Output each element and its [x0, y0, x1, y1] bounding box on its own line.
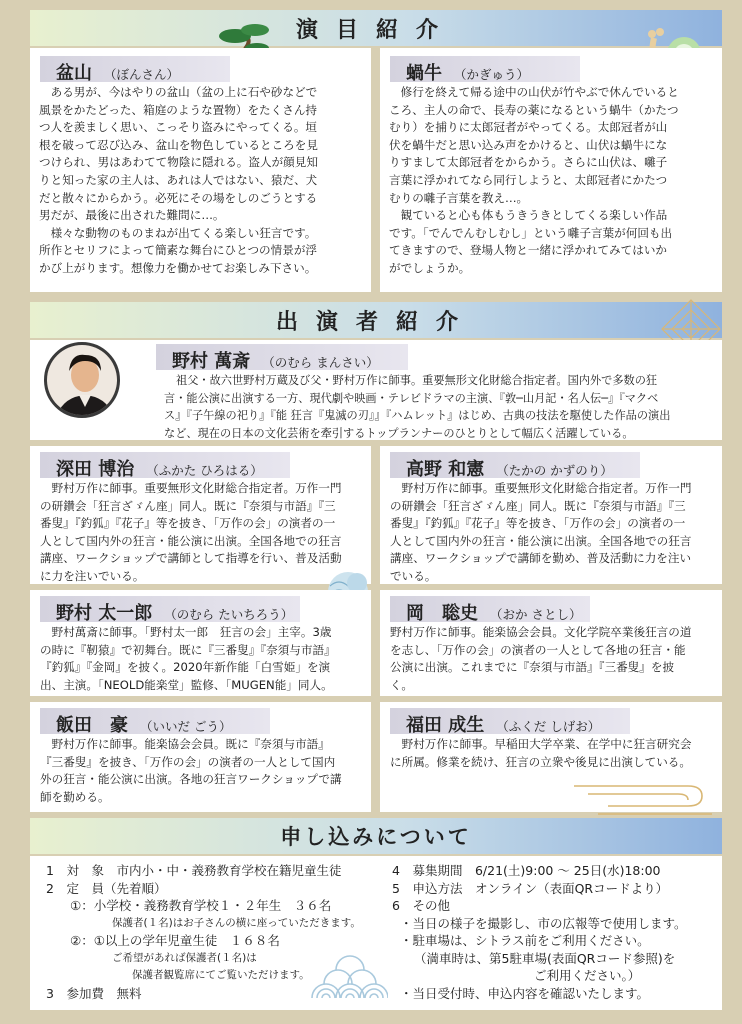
text-line: 男だが、最後に出された難問に…。: [39, 208, 225, 223]
bonsan-reading: （ぼんさん）: [104, 67, 180, 82]
performer-reading: （ふくだ しげお）: [496, 719, 601, 734]
text-line: 様々な動物のものまねが出てくる楽しい狂言です。: [50, 225, 317, 240]
apply-capacity-note1: 保護者(１名)はお子さんの横に座っていただきます。: [112, 916, 361, 929]
text-line: 言・能公演に出演する一方、現代劇や映画・テレビドラマの主演、『敦─山月記・名人伝─』『マクベ: [164, 391, 659, 405]
cloud-lines-icon: [568, 776, 718, 822]
fukata-bio: [40, 480, 366, 586]
fukuda-name-bar: [390, 708, 630, 734]
text-line: てきますので、登場人物と一緒に浮かれてみてはいか: [389, 243, 668, 258]
taichiro-bio: [40, 624, 366, 694]
text-line: 野村万作に師事。重要無形文化財総合指定者。万作一門: [51, 481, 342, 495]
apply-fee: 3 参加費 無料: [46, 985, 142, 1001]
bonsan-title: 盆山: [56, 63, 92, 84]
text-line: など、現在の日本の文化芸術を牽引するトップランナーのひとりとして幅広く活躍している。: [164, 426, 634, 440]
apply-other-reception: ・当日受付時、申込内容を確認いたします。: [400, 985, 650, 1001]
text-line: 所作とセリフによって簡素な舞台にひとつの情景が浮: [39, 243, 318, 258]
performer-name: 岡 聡史: [406, 603, 478, 624]
text-line: りすまして太郎冠者をからかう。さらに山伏は、囃子: [389, 155, 668, 170]
text-line: に力を注いでいる。: [40, 568, 145, 583]
performer-reading: （たかの かずのり）: [496, 463, 613, 478]
performers-section-title: 出演者紹介: [275, 309, 476, 335]
iida-name-bar: [40, 708, 270, 734]
apply-capacity: 2 定 員（先着順）: [46, 880, 167, 896]
performer-reading: （のむら まんさい）: [262, 355, 379, 370]
text-line: 公演に出演。これまでに『奈須与市語』『三番叟』を披: [390, 660, 675, 675]
text-line: 風景をかたどった、箱庭のような置物）をたくさん持: [39, 102, 318, 117]
performer-name: 福田 成生: [406, 715, 485, 736]
text-line: むり）を捕りに太郎冠者がやってくる。太郎冠者が山: [389, 120, 668, 135]
kagyu-reading: （かぎゅう）: [454, 67, 530, 82]
apply-period: 4 募集期間 6/21(土)9:00 ～ 25日(水)18:00: [392, 863, 661, 878]
apply-section-header: [30, 818, 722, 854]
text-line: 『釣狐』『金岡』を披く。2020年新作能「白雪姫」を演: [40, 660, 331, 675]
apply-right-list: [392, 862, 718, 1002]
text-line: 番叟』『釣狐』『花子』等を披き、「万作の会」の演者の一: [390, 516, 686, 531]
apply-other: 6 その他: [392, 898, 450, 913]
text-line: 番叟』『釣狐』『花子』等を披き、「万作の会」の演者の一: [40, 516, 336, 531]
text-line: ス』『子午線の祀り』『能 狂言『鬼滅の刃』』『ハムレット』はじめ、古典の技法を駆使した作品の演出: [164, 409, 671, 423]
text-line: つ人を羨ましく思い、こっそり盗みにやってくる。垣: [39, 120, 318, 135]
mansai-bio: [140, 372, 720, 442]
text-line: 講座、ワークショップで講師を勤め、普及活動に力を注い: [390, 551, 692, 566]
performer-reading: （いいだ ごう）: [140, 719, 232, 734]
bonsan-description: [39, 84, 365, 278]
text-line: むりの囃子言葉を教え…。: [389, 190, 529, 205]
text-line: 野村万作に師事。早稲田大学卒業、在学中に狂言研究会: [401, 737, 692, 751]
fukuda-bio: [390, 736, 718, 771]
text-line: を志し、「万作の会」の演者の一人として各地の狂言・能: [390, 642, 686, 657]
performer-reading: （のむら たいちろう）: [164, 607, 294, 622]
text-line: がでしょうか。: [389, 260, 471, 275]
text-line: 講座、ワークショップで講師として指導を行い、普及活動: [40, 551, 342, 566]
mansai-name-bar: [156, 344, 408, 370]
text-line: 観ていると心も体もうきうきとしてくる楽しい作品: [400, 208, 668, 223]
apply-other-parking-end: ご利用ください。）: [534, 968, 641, 983]
text-line: ころ、主人の命で、長寿の薬になるという蝸牛（かたつ: [389, 102, 679, 117]
text-line: に所属。修業を続け、狂言の立衆や後見に出演している。: [390, 754, 691, 769]
performer-name: 野村 萬斎: [172, 351, 251, 372]
text-line: つけられ、男はあわてて物陰に隠れる。盗人が顔見知: [39, 155, 318, 170]
apply-other-parking: ・駐車場は、シトラス前をご利用ください。: [400, 933, 650, 948]
text-line: でいる。: [390, 568, 437, 583]
takano-bio: [390, 480, 718, 586]
text-line: 野村万作に師事。能楽協会会員。文化学院卒業後狂言の道: [390, 625, 692, 639]
text-line: 野村万作に師事。能楽協会会員。既に『奈須与市語』: [51, 737, 330, 751]
oka-name-bar: [390, 596, 590, 622]
apply-target: 1 対 象 市内小・中・義務教育学校在籍児童生徒: [46, 863, 342, 878]
text-line: 『三番叟』を披き、「万作の会」の演者の一人として国内: [40, 754, 336, 769]
takano-name-bar: [390, 452, 640, 478]
apply-other-parking-full: （満車時は、第5駐車場(表面QRコード参照)を: [414, 950, 676, 966]
apply-capacity-group2: ②：①以上の学年児童生徒 １６８名: [70, 933, 280, 948]
text-line: 野村万作に師事。重要無形文化財総合指定者。万作一門: [401, 481, 692, 495]
text-line: 祖父・故六世野村万蔵及び父・野村万作に師事。重要無形文化財総合指定者。国内外で多数の狂: [176, 374, 658, 387]
text-line: 外の狂言・能公演に出演。各地の狂言ワークショップで講: [40, 772, 342, 787]
text-line: です。「でんでんむしむし」という囃子言葉が何回も出: [389, 225, 673, 240]
text-line: 言葉に浮かれてなら同行しようと、太郎冠者にかたつ: [389, 172, 668, 187]
text-line: 修行を終えて帰る途中の山伏が竹やぶで休んでいると: [400, 85, 679, 99]
apply-capacity-note3: 保護者観覧席にてご覧いただけます。: [132, 969, 310, 981]
text-line: だと散々にからかう。必死にその場をしのごうとする: [39, 190, 318, 205]
performer-name: 野村 太一郎: [56, 603, 153, 624]
iida-bio: [40, 736, 366, 806]
text-line: 出、主演。「NEOLD能楽堂」監修、「MUGEN能」同人。: [40, 677, 333, 692]
program-section-header: [30, 10, 722, 46]
oka-bio: [390, 624, 718, 694]
mansai-portrait-avatar: [44, 342, 120, 418]
apply-other-photo: ・当日の様子を撮影し、市の広報等で使用します。: [400, 915, 687, 931]
text-line: の研鑽会「狂言ざゞん座」同人。既に『奈須与市語』『三: [40, 498, 336, 513]
kagyu-title-bar: [390, 56, 580, 82]
seigaiha-wave-icon: [310, 948, 388, 1000]
taichiro-name-bar: [40, 596, 300, 622]
text-line: の研鑽会「狂言ざゞん座」同人。既に『奈須与市語』『三: [390, 498, 686, 513]
text-line: く。: [390, 677, 413, 692]
text-line: 根を破って忍び込み、盆山を物色しているところを見: [39, 137, 318, 152]
performers-section-header: [30, 302, 722, 338]
kagyu-description: [389, 84, 717, 278]
apply-capacity-note2: ご希望があれば保護者(１名)は: [112, 951, 257, 964]
apply-capacity-group1: ①：小学校・義務教育学校１・２年生 ３６名: [70, 898, 332, 913]
bonsan-title-bar: [40, 56, 230, 82]
text-line: 野村萬斎に師事。「野村太一郎 狂言の会」主宰。3歳: [51, 625, 332, 639]
text-line: りと知った家の主人は、あれは人ではない、猿だ、犬: [39, 172, 318, 187]
text-line: かび上がります。想像力を働かせてお楽しみ下さい。: [39, 260, 317, 275]
text-line: の時に『靭猿』で初舞台。既に『三番叟』『奈須与市語』: [40, 642, 336, 657]
kagyu-title: 蝸牛: [406, 63, 442, 84]
performer-reading: （ふかた ひろはる）: [146, 463, 263, 478]
text-line: 伏を蝸牛だと思い込み声をかけると、山伏は蝸牛にな: [389, 137, 668, 152]
performer-name: 飯田 豪: [56, 715, 128, 736]
program-section-title: 演目紹介: [295, 17, 456, 43]
text-line: 師を勤める。: [40, 789, 110, 804]
performer-reading: （おか さとし）: [490, 607, 582, 622]
text-line: 人として国内外の狂言・能公演に出演。全国各地での狂言: [390, 533, 692, 548]
performer-name: 深田 博治: [56, 459, 135, 480]
apply-section-title: 申し込みについて: [280, 825, 472, 849]
text-line: 人として国内外の狂言・能公演に出演。全国各地での狂言: [40, 533, 342, 548]
fukata-name-bar: [40, 452, 290, 478]
text-line: ある男が、今はやりの盆山（盆の上に石や砂などで: [50, 85, 318, 99]
performer-name: 高野 和憲: [406, 459, 485, 480]
apply-method: 5 申込方法 オンライン（表面QRコードより）: [392, 880, 669, 896]
